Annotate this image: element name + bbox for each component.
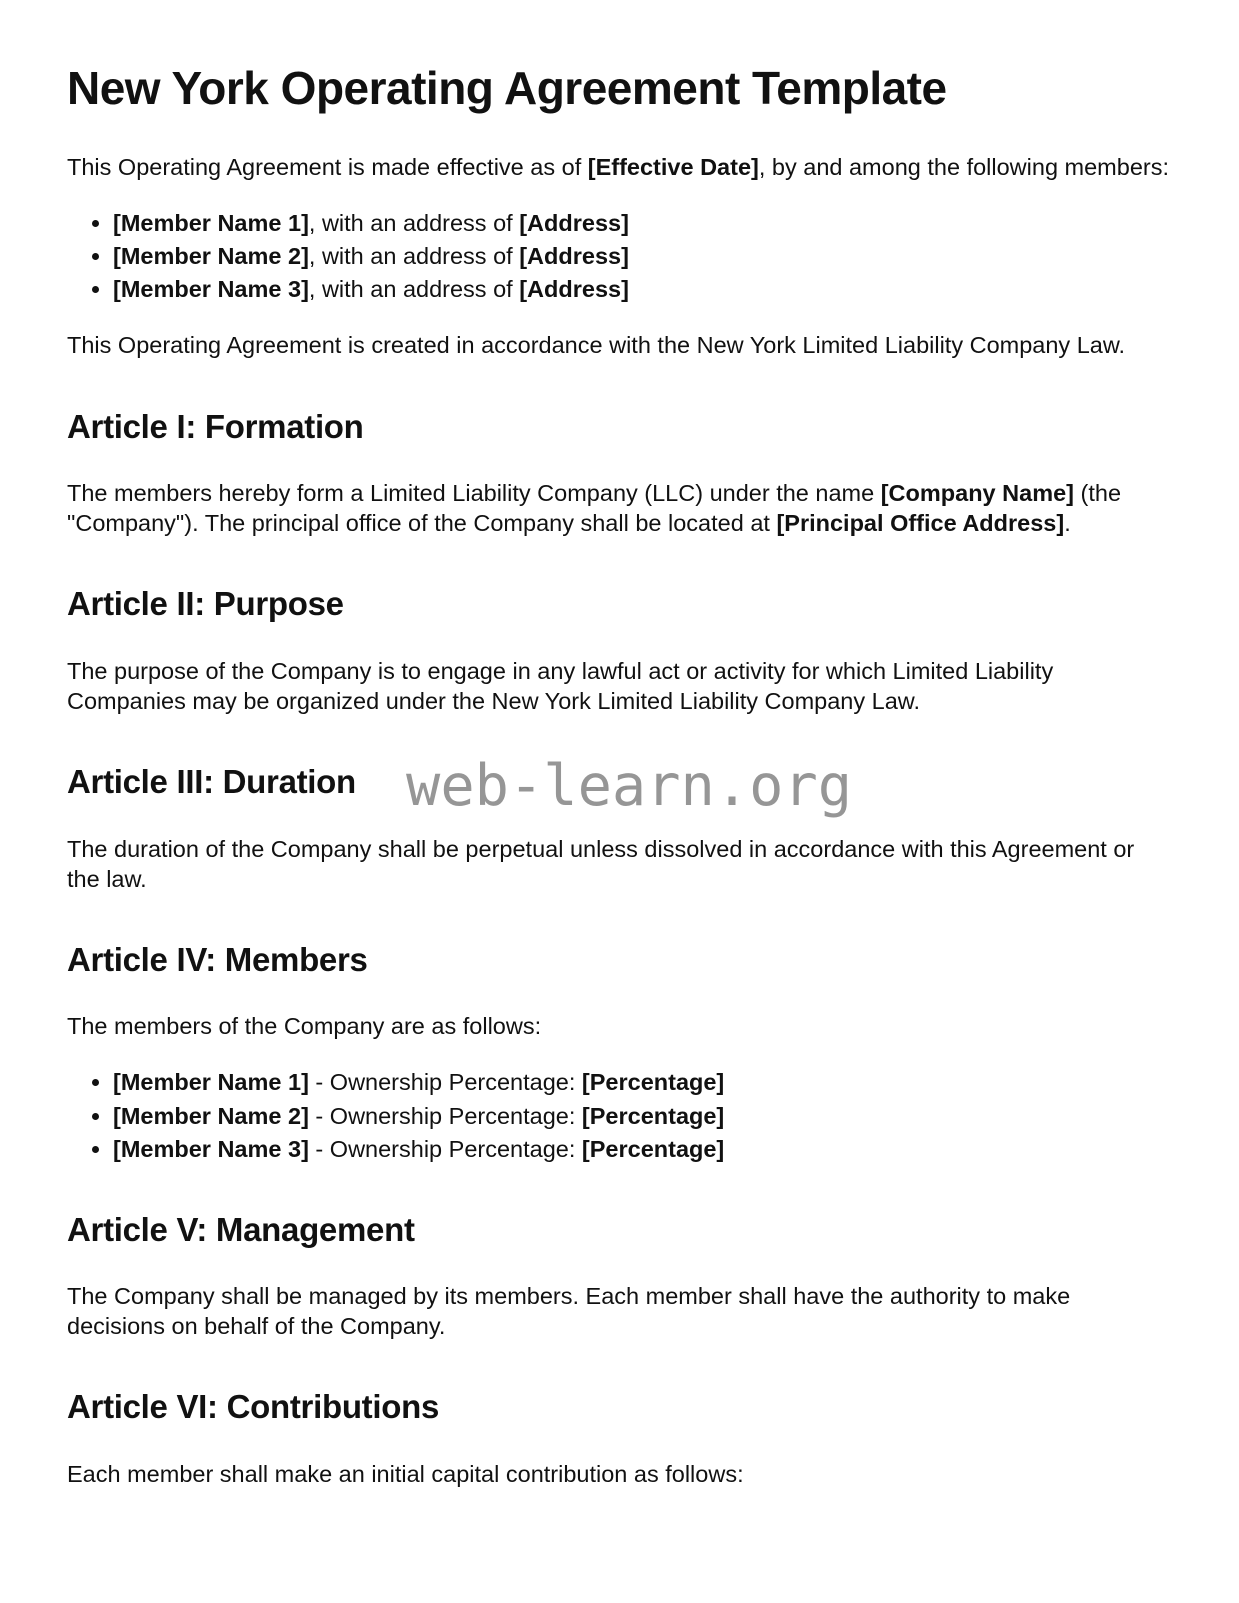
text-run: (the "Company"). The principal office of the Company shall be located at — [67, 480, 1122, 537]
placeholder-field: [Company Name] — [880, 480, 1074, 507]
article-2-body — [67, 656, 1172, 716]
text-run: The duration of the Company shall be perpetual unless dissolved in accordance with this Agreement or the law. — [67, 835, 1135, 892]
placeholder-field: [Percentage] — [581, 1069, 725, 1096]
article-5-body — [67, 1281, 1172, 1341]
placeholder-field: [Member Name 2] — [113, 243, 309, 270]
text-run: The purpose of the Company is to engage in any lawful act or activity for which Limited Liability Companies may be organized under the New York Limited Liability Company Law. — [67, 657, 1054, 714]
text-run: The Company shall be managed by its members. Each member shall have the authority to make decisions on behalf of the Company. — [67, 1283, 1071, 1340]
placeholder-field: [Member Name 1] — [113, 210, 309, 237]
members-address-list — [67, 208, 1172, 304]
text-run: , by and among the following members: — [758, 154, 1170, 181]
text-run: - Ownership Percentage: — [308, 1102, 582, 1129]
text-run: - Ownership Percentage: — [308, 1135, 582, 1162]
document-title: New York Operating Agreement Template — [67, 62, 947, 114]
intro-paragraph — [67, 152, 1172, 182]
article-3-body — [67, 834, 1172, 894]
article-3-heading: Article III: Duration — [67, 763, 356, 800]
accordance-paragraph — [67, 330, 1172, 360]
member-address-item-3 — [113, 274, 1172, 304]
member-address-item-2 — [113, 241, 1172, 271]
text-run: The members of the Company are as follows: — [67, 1013, 542, 1040]
member-address-item-1 — [113, 208, 1172, 238]
article-1-heading: Article I: Formation — [67, 407, 364, 445]
placeholder-field: [Address] — [519, 210, 629, 237]
placeholder-field: [Member Name 2] — [113, 1102, 309, 1129]
article-1-body — [67, 478, 1172, 538]
article-4-heading: Article IV: Members — [67, 940, 368, 978]
placeholder-field: [Member Name 3] — [113, 276, 309, 303]
member-ownership-item-1 — [113, 1067, 1172, 1097]
text-run: This Operating Agreement is made effective as of — [67, 154, 588, 181]
text-run: . — [1064, 510, 1071, 537]
article-6-body — [67, 1459, 1172, 1489]
member-ownership-item-3 — [113, 1134, 1172, 1164]
placeholder-field: [Effective Date] — [587, 154, 759, 181]
placeholder-field: [Percentage] — [581, 1135, 725, 1162]
placeholder-field: [Percentage] — [581, 1102, 725, 1129]
placeholder-field: [Address] — [519, 243, 629, 270]
text-run: - Ownership Percentage: — [308, 1069, 582, 1096]
text-run: Each member shall make an initial capital contribution as follows: — [67, 1461, 744, 1487]
members-ownership-list — [67, 1067, 1172, 1163]
article-6-heading: Article VI: Contributions — [67, 1388, 440, 1426]
site-watermark: web-learn.org — [406, 753, 853, 819]
placeholder-field: [Address] — [519, 276, 629, 303]
placeholder-field: [Principal Office Address] — [776, 510, 1065, 537]
member-ownership-item-2 — [113, 1101, 1172, 1131]
article-5-heading: Article V: Management — [67, 1210, 415, 1248]
article-4-body — [67, 1011, 1172, 1041]
placeholder-field: [Member Name 1] — [113, 1069, 309, 1096]
text-run: , with an address of — [308, 210, 520, 237]
article-2-heading: Article II: Purpose — [67, 585, 344, 623]
text-run: , with an address of — [308, 243, 520, 270]
placeholder-field: [Member Name 3] — [113, 1135, 309, 1162]
text-run: , with an address of — [308, 276, 520, 303]
text-run: The members hereby form a Limited Liability Company (LLC) under the name — [67, 480, 881, 507]
text-run: This Operating Agreement is created in accordance with the New York Limited Liability Company Law. — [67, 332, 1126, 359]
